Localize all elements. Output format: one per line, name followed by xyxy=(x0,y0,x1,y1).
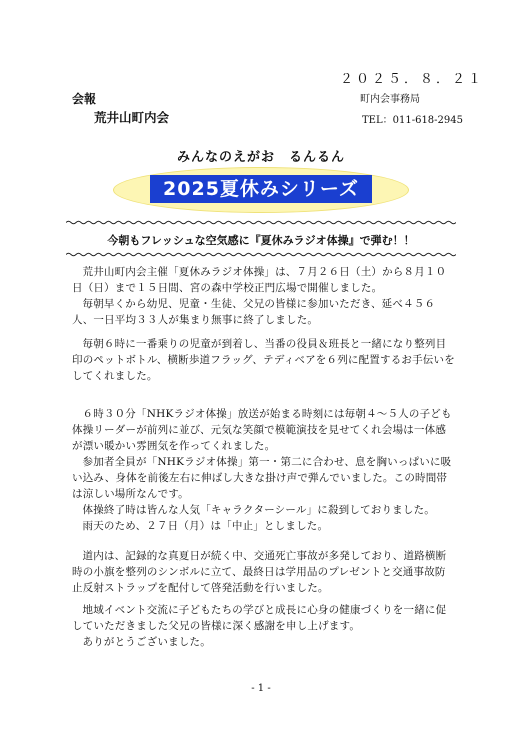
paragraph-line: 道内は、記録的な真夏日が続く中、交通死亡事故が多発しており、道路横断時の小旗を整列のシンボルに立て、最終日は学用品のプレゼントと交通事故防止反射ストラップを配付して啓発活動を行いました。 xyxy=(72,550,447,594)
paragraph-exercise xyxy=(72,406,456,534)
paragraph-line: 毎朝６時に一番乗りの児童が到着し、当番の役員＆班長と一緒になり整列目印のペットボトル、横断歩道フラッグ、テディベアを６列に配置するお手伝いをしてくれました。 xyxy=(72,338,455,382)
paragraph-line: 体操終了時は皆んな人気「キャラクターシール」に殺到しておりました。 xyxy=(82,504,435,516)
paragraph-line: ありがとうございました。 xyxy=(82,636,211,648)
paragraph-line: 参加者全員が「NHKラジオ体操」第一・第二に合わせ、息を胸いっぱいに吸い込み、身体を前後左右に伸ばし大きな掛け声で弾んでいました。この時間帯は涼しい場所なんです。 xyxy=(72,456,452,500)
office-name: 町内会事務局 xyxy=(360,94,420,105)
paragraph-line: 地域イベント交流に子どもたちの学びと成長に心身の健康づくりを一緒に促していただきました父兄の皆様に深く感謝を申し上げます。 xyxy=(72,604,447,632)
slogan: みんなのえがお るんるん xyxy=(176,150,345,165)
lead-headline: 今朝もフレッシュな空気感に『夏休みラジオ体操』で弾む！！ xyxy=(107,234,415,247)
office-tel: TEL：011-618-2945 xyxy=(362,115,463,126)
page-title: 2025夏休みシリーズ xyxy=(150,175,372,203)
paragraph-line: ６時３０分「NHKラジオ体操」放送が始まる時刻には毎朝４～５人の子ども体操リーダーが前列に並び、元気な笑顔で模範演技を見せてくれ会場は一体感が漂い暖かい雰囲気を作ってくれました。 xyxy=(72,408,452,452)
paragraph-line: 雨天のため、２７日（月）は「中止」としました。 xyxy=(82,520,329,532)
paragraph-traffic-safety xyxy=(72,548,456,596)
bulletin-label: 会報 xyxy=(72,92,97,106)
paragraph-thanks xyxy=(72,602,456,650)
paragraph-event-summary xyxy=(72,264,456,328)
association-name: 荒井山町内会 xyxy=(94,110,170,125)
paragraph-morning-setup xyxy=(72,336,456,384)
paragraph-line: 荒井山町内会主催「夏休みラジオ体操」は、７月２６日（土）から８月１０日（日）まで１５日間、宮の森中学校正門広場で開催しました。 xyxy=(72,266,447,294)
wavy-divider-top xyxy=(66,220,456,225)
issue-date: ２０２５．８．２１ xyxy=(340,72,485,87)
paragraph-line: 毎朝早くから幼児、児童・生徒、父兄の皆様に参加いただき、延べ４５６人、一日平均３３人が集まり無事に終了しました。 xyxy=(72,298,436,326)
page-number: - 1 - xyxy=(251,683,271,694)
wavy-divider-bottom xyxy=(66,252,456,257)
